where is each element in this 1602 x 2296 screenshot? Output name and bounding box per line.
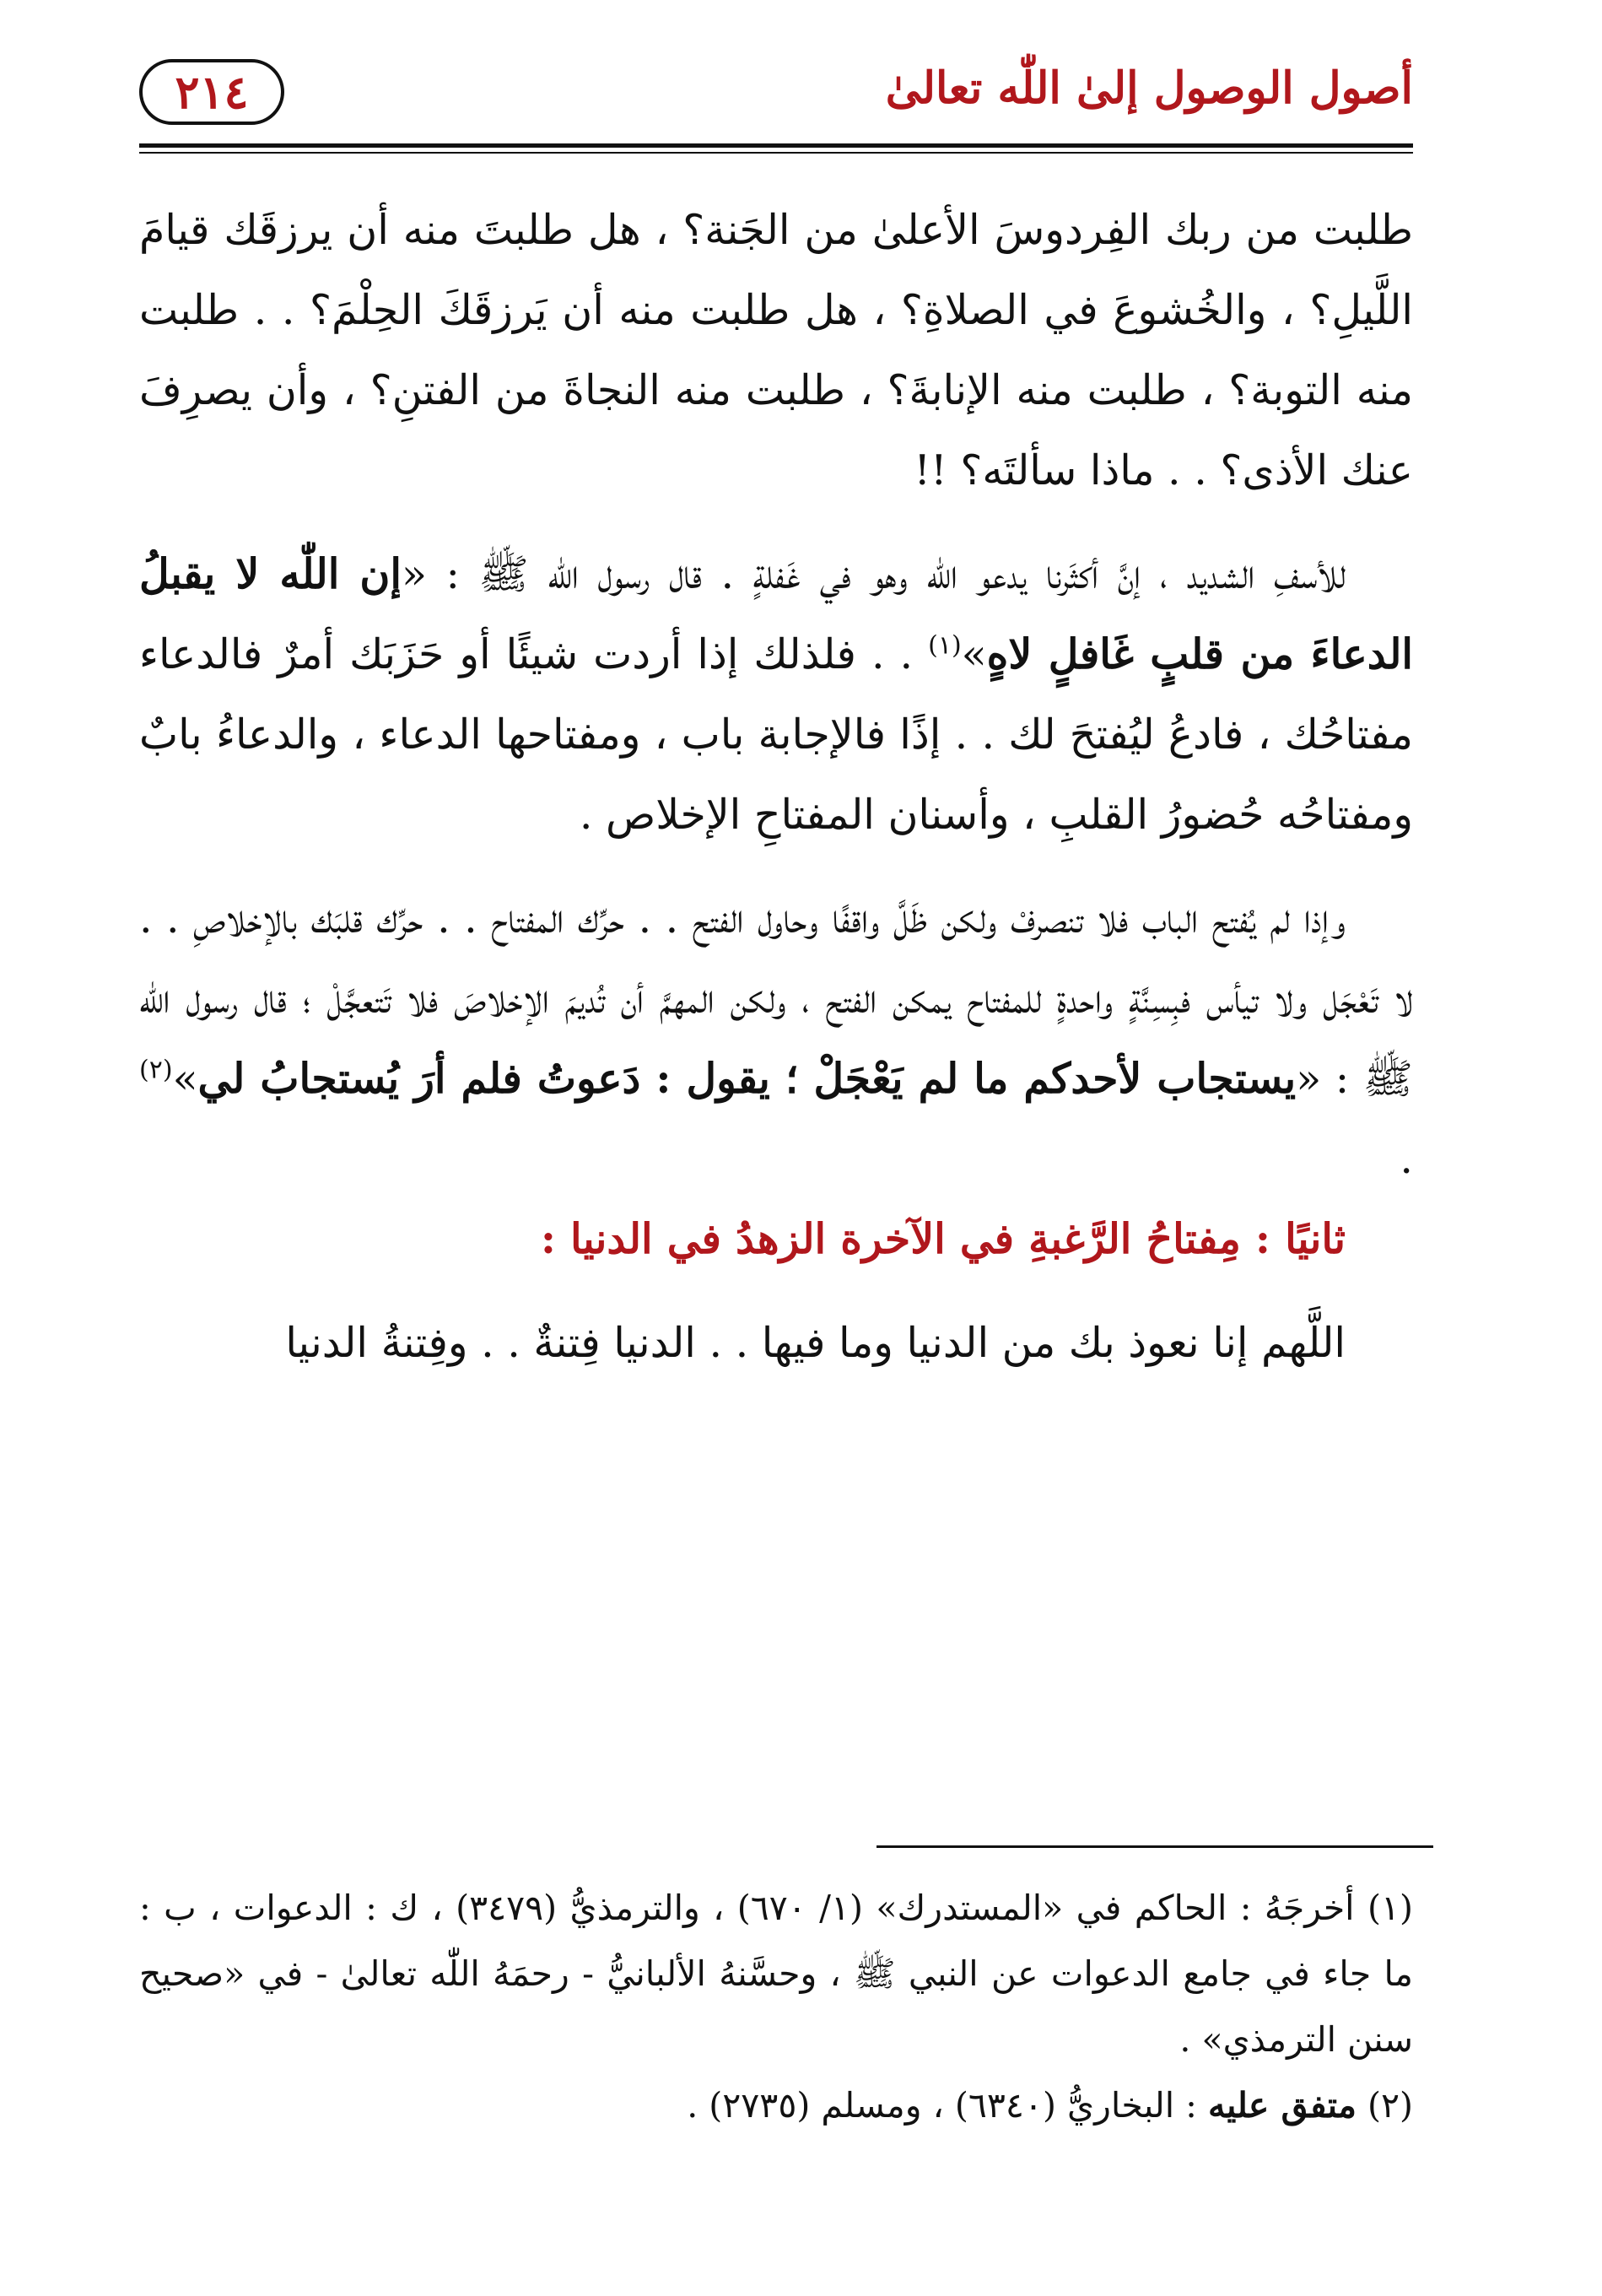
paragraph-2 [139, 534, 1413, 855]
page-header [139, 59, 1413, 135]
body-text [139, 190, 1413, 1383]
paragraph-3-end: . [1400, 1135, 1413, 1183]
running-title: أصول الوصول إلىٰ اللّٰه تعالىٰ [885, 62, 1413, 114]
footnote-ref-2: (٢) [139, 1055, 173, 1085]
paragraph-1: طلبت من ربك الفِردوسَ الأعلىٰ من الجَنة؟ ، هل طلبتَ منه أن يرزقَك قيامَ اللَّيلِ؟ ، والخُشوعَ في الصلاةِ؟ ، هل طلبت منه أن يَرزقَكَ الحِلْمَ؟ . . طلبت منه التوبة؟ ، طلبت منه الإنابةَ؟ ، طلبت منه النجاةَ من الفتنِ؟ ، وأن يصرِفَ عنك الأذى؟ . . ماذا سألتَه؟ !! [139, 206, 1413, 494]
footnote-2-label: متفق عليه [1207, 2085, 1357, 2126]
footnote-2-number: (٢) [1367, 2085, 1413, 2126]
footnote-1-number: (١) [1367, 1888, 1413, 1928]
paragraph-3-start: وإذا لم يُفتح الباب فلا تنصرفْ ولكن ظَلَّ واقفًا وحاول الفتح . . حرِّك المفتاح . . حرِّك قلبَك بالإخلاصِ . . لا تَعْجَل ولا تيأس فبِسِنَّةٍ واحدةٍ للمفتاح يمكن الفتح ، ولكن المهمَّ أن تُديمَ الإخلاصَ فلا تَتعجَّلْ ؛ قال رسول اللّٰه ﷺ : « [139, 894, 1413, 1103]
quote-close-1: » [961, 630, 987, 678]
footnote-ref-1: (١) [928, 630, 962, 661]
footnote-1-text: أخرجَهُ : الحاكم في «المستدرك» (١/ ٦٧٠) ، والترمذيُّ (٣٤٧٩) ، ك : الدعوات ، ب : ما جاء في جامع الدعوات عن النبي ﷺ ، وحسَّنهُ الألبانيُّ - رحمَهُ اللّٰه تعالىٰ - في «صحيح سنن الترمذي» . [139, 1888, 1413, 2060]
quote-close-2: » [172, 1055, 198, 1103]
footnotes [139, 1875, 1413, 2138]
footnote-separator [877, 1845, 1433, 1848]
footnote-1 [139, 1875, 1413, 2072]
hadith-quote-2: يستجاب لأحدكم ما لم يَعْجَلْ ؛ يقول : دَعوتُ فلم أرَ يُستجابُ لي [197, 1054, 1297, 1103]
header-rule-thick [139, 143, 1413, 148]
page-number: ٢١٤ [139, 59, 284, 125]
hadith-quote-1: إن اللّٰه لا يقبلُ الدعاءَ من قلبٍ غَافلٍ لاهٍ [139, 549, 1414, 678]
header-rule-thin [139, 152, 1413, 154]
footnote-2-text: : البخاريُّ (٦٣٤٠) ، ومسلم (٢٧٣٥) . [687, 2085, 1208, 2126]
paragraph-2-end: . . فلذلك إذا أردت شيئًا أو حَزَبَك أمرٌ فالدعاء مفتاحُك ، فادعُ ليُفتحَ لك . . إذًا فالإجابة باب ، ومفتاحها الدعاء ، والدعاءُ بابٌ ومفتاحُه حُضورُ القلبِ ، وأسنان المفتاحِ الإخلاص . [139, 630, 1413, 839]
section-heading: ثانيًا : مِفتاحُ الرَّغبةِ في الآخرة الزهدُ في الدنيا : [540, 1214, 1346, 1263]
footnote-2 [139, 2072, 1413, 2138]
paragraph-3 [139, 878, 1413, 1199]
paragraph-2-start: للأسفِ الشديد ، إنَّ أكثَرنا يدعو اللّٰه وهو في غَفلةٍ . قال رسول اللّٰه ﷺ : « [401, 550, 1346, 598]
paragraph-4: اللَّهم إنا نعوذ بك من الدنيا وما فيها . . الدنيا فِتنةٌ . . وفِتنةُ الدنيا [285, 1319, 1346, 1367]
